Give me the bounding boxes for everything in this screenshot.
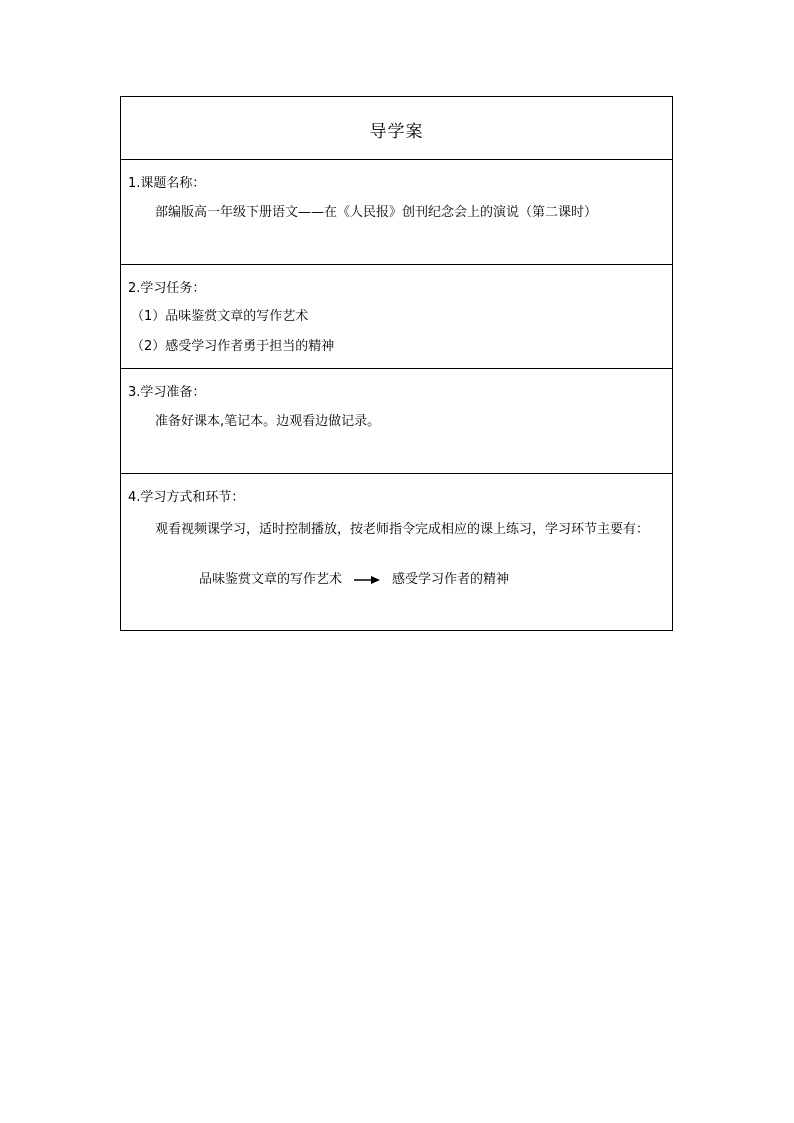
preparation-heading: 3.学习准备： xyxy=(128,385,206,400)
method-content: 观看视频课学习，适时控制播放，按老师指令完成相应的课上练习，学习环节主要有： xyxy=(155,522,650,537)
method-heading: 4.学习方式和环节： xyxy=(128,490,245,505)
flow-step-2: 感受学习作者的精神 xyxy=(392,572,510,587)
tasks-section xyxy=(121,265,672,369)
method-section xyxy=(121,474,672,630)
task-item: （2）感受学习作者勇于担当的精神 xyxy=(131,339,335,354)
document-title: 导学案 xyxy=(369,121,424,142)
title-row xyxy=(121,97,672,160)
course-heading: 1.课题名称： xyxy=(128,176,206,191)
course-section xyxy=(121,160,672,265)
tasks-heading: 2.学习任务： xyxy=(128,281,206,296)
flow-step-1: 品味鉴赏文章的写作艺术 xyxy=(199,572,343,587)
arrow-right-icon xyxy=(354,575,380,585)
course-name: 部编版高一年级下册语文——在《人民报》创刊纪念会上的演说（第二课时） xyxy=(155,205,598,220)
preparation-section xyxy=(121,369,672,474)
learning-flow xyxy=(199,571,509,589)
study-guide-table xyxy=(120,96,673,631)
preparation-content: 准备好课本,笔记本。边观看边做记录。 xyxy=(155,414,381,429)
task-item: （1）品味鉴赏文章的写作艺术 xyxy=(131,309,309,324)
